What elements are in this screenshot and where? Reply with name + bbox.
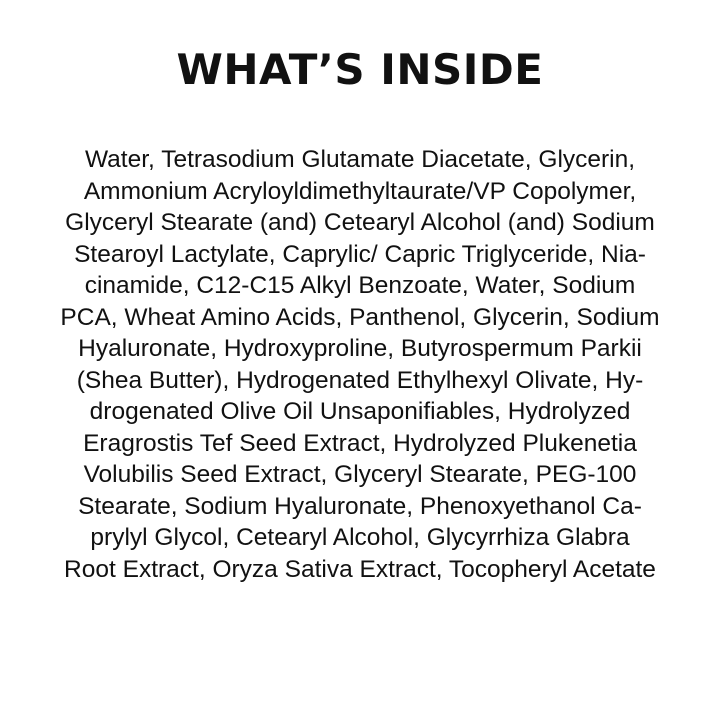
ingredient-line: Water, Tetrasodium Glutamate Diacetate, Glycerin, (84, 146, 636, 173)
ingredient-line: drogenated Olive Oil Unsaponifiables, Hydrolyzed (89, 398, 631, 425)
ingredient-line: prylyl Glycol, Cetearyl Alcohol, Glycyrrhiza Glabra (90, 524, 630, 551)
ingredient-line: Ammonium Acryloyldimethyltaurate/VP Copolymer, (83, 177, 637, 205)
ingredient-line: Volubilis Seed Extract, Glyceryl Stearate, PEG-100 (83, 461, 637, 488)
ingredients-list (0, 144, 720, 585)
ingredient-line: Root Extract, Oryza Sativa Extract, Tocopheryl Acetate (64, 555, 656, 583)
ingredient-line: Stearoyl Lactylate, Caprylic/ Capric Triglyceride, Nia- (74, 240, 646, 268)
ingredient-line: Hyaluronate, Hydroxyproline, Butyrospermum Parkii (78, 335, 642, 362)
ingredient-line: Stearate, Sodium Hyaluronate, Phenoxyethanol Ca- (78, 492, 642, 520)
ingredient-line: Eragrostis Tef Seed Extract, Hydrolyzed Plukenetia (83, 429, 637, 457)
page-title: WHAT’S INSIDE (176, 45, 544, 94)
ingredient-line: cinamide, C12-C15 Alkyl Benzoate, Water, Sodium (84, 272, 636, 299)
ingredient-line: PCA, Wheat Amino Acids, Panthenol, Glycerin, Sodium (60, 303, 660, 331)
ingredient-line: (Shea Butter), Hydrogenated Ethylhexyl Olivate, Hy- (76, 366, 644, 394)
ingredient-line: Glyceryl Stearate (and) Cetearyl Alcohol (and) Sodium (65, 209, 655, 236)
